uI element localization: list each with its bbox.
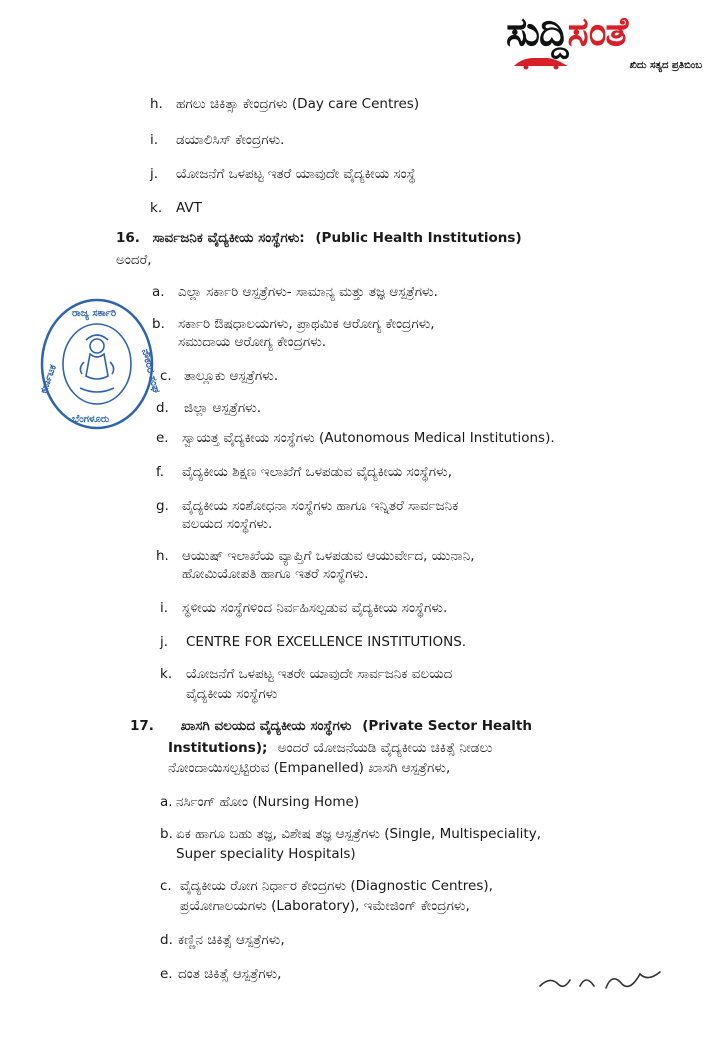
section-17-line3: ನೋಂದಾಯಿಸಲ್ಪಟ್ಟಿರುವ (Empanelled) ಖಾಸಗಿ ಆಸ್ಪತ್ರೆಗಳು, [168, 760, 451, 776]
svg-text:ರಾಜ್ಯ ಸರ್ಕಾರಿ: ರಾಜ್ಯ ಸರ್ಕಾರಿ [72, 308, 117, 319]
list-item: k. ಯೋಜನೆಗೆ ಒಳಪಟ್ಟ ಇತರೇ ಯಾವುದೇ ಸಾರ್ವಜನಿಕ ವಲಯದ [160, 666, 453, 682]
list-item: b. ಸರ್ಕಾರಿ ಔಷಧಾಲಯಗಳು, ಪ್ರಾಥಮಿಕ ಆರೋಗ್ಯ ಕೇಂದ್ರಗಳು, [152, 316, 435, 332]
list-item: g. ವೈದ್ಯಕೀಯ ಸಂಶೋಧನಾ ಸಂಸ್ಥೆಗಳು ಹಾಗೂ ಇನ್ನಿತರೆ ಸಾರ್ವಜನಿಕ [156, 498, 459, 514]
svg-text:ಕರ್ನಾಟಕ: ಕರ್ನಾಟಕ [38, 363, 60, 396]
car-icon [512, 52, 572, 70]
list-item-continuation: Super speciality Hospitals) [176, 846, 356, 862]
section-number: 17. [130, 718, 154, 734]
list-item: b. ಏಕ ಹಾಗೂ ಬಹು ತಜ್ಞ, ವಿಶೇಷ ತಜ್ಞ ಆಸ್ಪತ್ರೆಗಳು (Single, Multispeciality, [160, 826, 542, 842]
list-item: c. ವೈದ್ಯಕೀಯ ರೋಗ ನಿರ್ಧಾರ ಕೇಂದ್ರಗಳು (Diagnostic Centres), [160, 878, 493, 894]
association-seal-stamp [38, 296, 162, 432]
section-number: 16. [116, 230, 140, 246]
list-item: d. ಕಣ್ಣಿನ ಚಿಕಿತ್ಸೆ ಆಸ್ಪತ್ರೆಗಳು, [160, 932, 285, 948]
handwritten-signature [536, 968, 666, 994]
svg-text:ನೌಕರರ ಸಂಘ: ನೌಕರರ ಸಂಘ [139, 347, 162, 395]
sudhi-sante-logo [506, 8, 706, 78]
section-17-heading: 17. ಖಾಸಗಿ ವಲಯದ ವೈದ್ಯಕೀಯ ಸಂಸ್ಥೆಗಳು (Private Sector Health [130, 718, 532, 734]
logo-tagline: ಖಿದು ಸತ್ಯದ ಪ್ರತಿಬಿಂಬ [629, 60, 702, 71]
list-item-continuation: ಸಮುದಾಯ ಆರೋಗ್ಯ ಕೇಂದ್ರಗಳು. [178, 334, 327, 350]
section-16-intro: ಅಂದರೆ, [116, 252, 152, 268]
list-item-continuation: ಹೋಮಿಯೋಪತಿ ಹಾಗೂ ಇತರೆ ಸಂಸ್ಥೆಗಳು. [182, 566, 369, 582]
list-item: e. ದಂತ ಚಿಕಿತ್ಸೆ ಆಸ್ಪತ್ರೆಗಳು, [160, 966, 282, 982]
list-item: a. ನರ್ಸಿಂಗ್ ಹೋಂ (Nursing Home) [160, 794, 360, 810]
list-item: d. ಜಿಲ್ಲಾ ಆಸ್ಪತ್ರೆಗಳು. [156, 400, 262, 416]
list-item: i. ಡಯಾಲಿಸಿಸ್ ಕೇಂದ್ರಗಳು. [150, 132, 285, 148]
list-item: e. ಸ್ವಾಯತ್ತ ವೈದ್ಯಕೀಯ ಸಂಸ್ಥೆಗಳು (Autonomous Medical Institutions). [156, 430, 555, 446]
logo-part2: ಸಂತೆ [567, 9, 628, 55]
list-item-continuation: ಪ್ರಯೋಗಾಲಯಗಳು (Laboratory), ಇಮೇಜಿಂಗ್ ಕೇಂದ್ರಗಳು, [180, 898, 470, 914]
logo-wordmark [506, 8, 627, 56]
list-item: j. ಯೋಜನೆಗೆ ಒಳಪಟ್ಟ ಇತರೆ ಯಾವುದೇ ವೈದ್ಯಕೀಯ ಸಂಸ್ಥೆ [150, 166, 416, 182]
section-17-line2: Institutions); ಅಂದರೆ ಯೋಜನೆಯಡಿ ವೈದ್ಯಕೀಯ ಚಿಕಿತ್ಸೆ ನೀಡಲು [168, 740, 493, 756]
logo-part1: ಸುದ್ದಿ [506, 9, 568, 55]
list-item: a. ಎಲ್ಲಾ ಸರ್ಕಾರಿ ಆಸ್ಪತ್ರೆಗಳು- ಸಾಮಾನ್ಯ ಮತ್ತು ತಜ್ಞ ಆಸ್ಪತ್ರೆಗಳು. [152, 284, 438, 300]
section-16-heading: 16. ಸಾರ್ವಜನಿಕ ವೈದ್ಯಕೀಯ ಸಂಸ್ಥೆಗಳು: (Public Health Institutions) [116, 230, 522, 246]
list-item: f. ವೈದ್ಯಕೀಯ ಶಿಕ್ಷಣ ಇಲಾಖೆಗೆ ಒಳಪಡುವ ವೈದ್ಯಕೀಯ ಸಂಸ್ಥೆಗಳು, [156, 464, 453, 480]
list-item: i. ಸ್ಥಳೀಯ ಸಂಸ್ಥೆಗಳಿಂದ ನಿರ್ವಹಿಸಲ್ಪಡುವ ವೈದ್ಯಕೀಯ ಸಂಸ್ಥೆಗಳು. [160, 600, 448, 616]
list-item: h. ಹಗಲು ಚಿಕಿತ್ಸಾ ಕೇಂದ್ರಗಳು (Day care Centres) [150, 96, 420, 112]
svg-text:ಬೆಂಗಳೂರು: ಬೆಂಗಳೂರು [72, 414, 110, 425]
list-item-continuation: ವೈದ್ಯಕೀಯ ಸಂಸ್ಥೆಗಳು [186, 686, 278, 702]
list-item: k. AVT [150, 200, 202, 216]
list-item: j. CENTRE FOR EXCELLENCE INSTITUTIONS. [160, 634, 467, 650]
list-item: h. ಆಯುಷ್ ಇಲಾಖೆಯ ವ್ಯಾಪ್ತಿಗೆ ಒಳಪಡುವ ಆಯುರ್ವೇದ, ಯುನಾನಿ, [156, 548, 475, 564]
list-item: c. ತಾಲ್ಲೂಕು ಆಸ್ಪತ್ರೆಗಳು. [160, 368, 279, 384]
list-item-continuation: ವಲಯದ ಸಂಸ್ಥೆಗಳು. [182, 516, 273, 532]
